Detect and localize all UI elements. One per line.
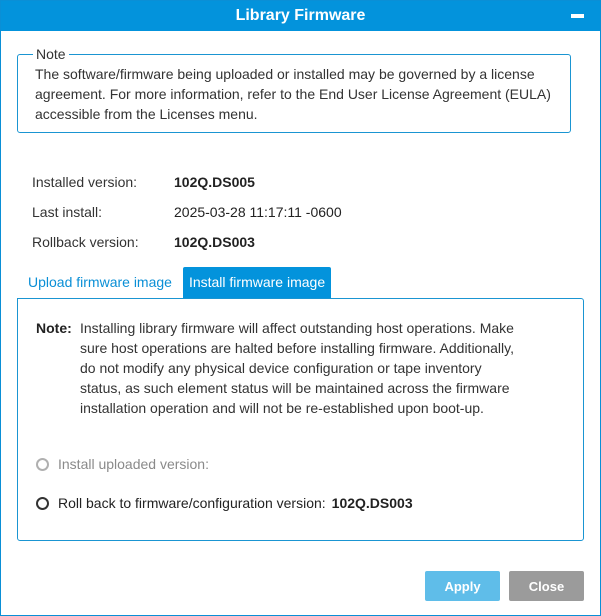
note-legend: Note bbox=[36, 46, 66, 62]
apply-button[interactable]: Apply bbox=[425, 571, 500, 601]
license-note-text: The software/firmware being uploaded or installed may be governed by a license agreement. For more information, refer to the End User License Agreement (EULA) accessible from the Licenses menu. bbox=[35, 66, 551, 122]
install-note-text: Installing library firmware will affect outstanding host operations. Make sure host operations are halted before installing firmware. Additionally, do not modify any physical device configuration or tape inventory status, as such element status will be maintained across the firmware installation operation and will not be re-established upon boot-up. bbox=[80, 320, 514, 416]
rollback-version-label: Rollback version: bbox=[32, 234, 139, 250]
minimize-icon[interactable] bbox=[571, 14, 584, 18]
rollback-version-value: 102Q.DS003 bbox=[174, 234, 255, 250]
install-firmware-panel bbox=[17, 298, 584, 541]
option-install-uploaded[interactable] bbox=[36, 456, 209, 472]
close-button[interactable]: Close bbox=[509, 571, 584, 601]
rollback-version-row bbox=[32, 227, 342, 257]
install-uploaded-radio[interactable] bbox=[36, 458, 49, 471]
tab-install-firmware-image[interactable]: Install firmware image bbox=[183, 267, 331, 298]
installed-version-label: Installed version: bbox=[32, 174, 138, 190]
install-uploaded-label: Install uploaded version: bbox=[58, 456, 209, 472]
dialog-title: Library Firmware bbox=[235, 7, 366, 24]
version-info bbox=[32, 167, 342, 257]
title-bar[interactable] bbox=[1, 1, 600, 31]
roll-back-version: 102Q.DS003 bbox=[331, 495, 413, 511]
install-note-label: Note: bbox=[36, 320, 72, 336]
install-note bbox=[36, 318, 520, 418]
installed-version-row bbox=[32, 167, 342, 197]
firmware-tabs bbox=[17, 267, 331, 298]
license-note-box bbox=[17, 46, 571, 133]
tab-upload-firmware-image[interactable]: Upload firmware image bbox=[28, 274, 172, 290]
last-install-value: 2025-03-28 11:17:11 -0600 bbox=[174, 204, 342, 220]
roll-back-label: Roll back to firmware/configuration version: bbox=[58, 495, 326, 511]
option-roll-back[interactable] bbox=[36, 495, 413, 511]
last-install-label: Last install: bbox=[32, 204, 103, 220]
last-install-row bbox=[32, 197, 342, 227]
roll-back-radio[interactable] bbox=[36, 497, 49, 510]
installed-version-value: 102Q.DS005 bbox=[174, 174, 255, 190]
